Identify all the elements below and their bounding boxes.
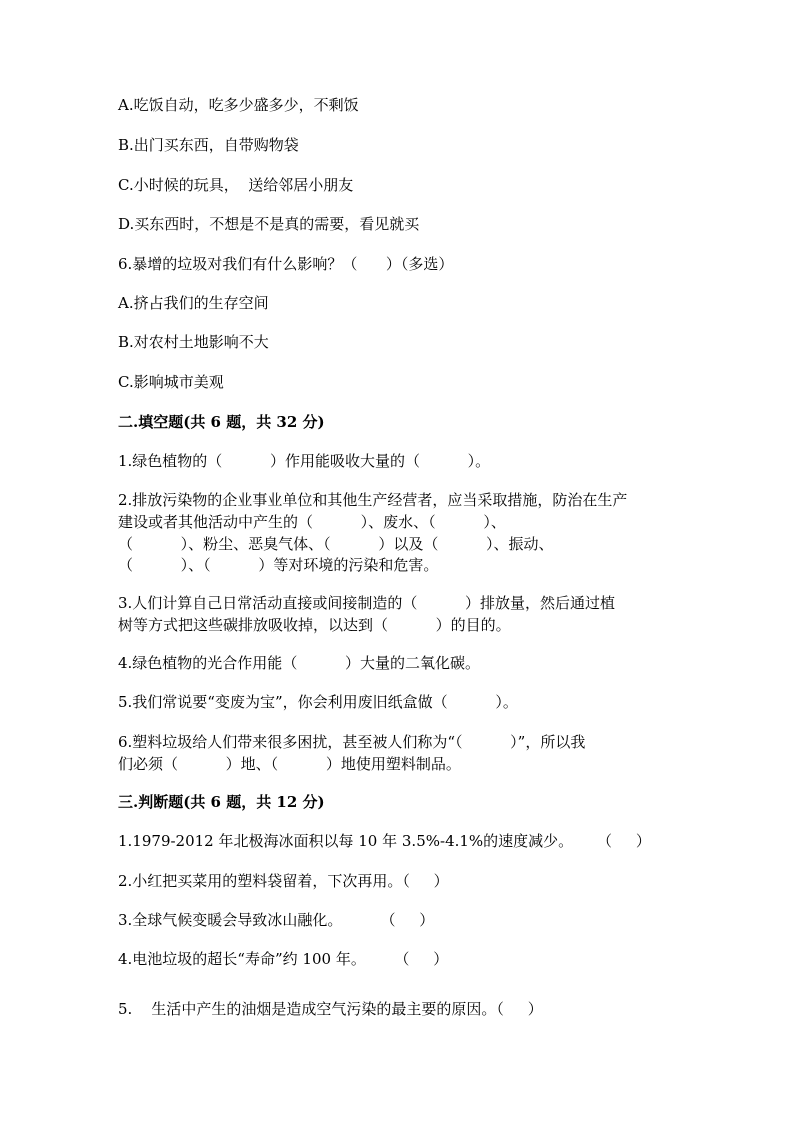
judge-q1: 1.1979-2012 年北极海冰面积以每 10 年 3.5%-4.1%的速度减少。 （ ）: [118, 832, 651, 850]
q5-option-b: B.出门买东西，自带购物袋: [118, 136, 299, 154]
fill-q5: 5.我们常说要“变废为宝”，你会利用废旧纸盒做（ ）。: [118, 693, 518, 711]
fill-q2-line3: （ ）、粉尘、恶臭气体、（ ）以及（ ）、振动、: [118, 535, 554, 553]
fill-q1: 1.绿色植物的（ ）作用能吸收大量的（ ）。: [118, 452, 491, 470]
q6-option-c: C.影响城市美观: [118, 373, 224, 391]
q6-option-a: A.挤占我们的生存空间: [118, 294, 269, 312]
judge-q4: 4.电池垃圾的超长“寿命”约 100 年。 （ ）: [118, 950, 449, 968]
judge-q5: 5. 生活中产生的油烟是造成空气污染的最主要的原因。（ ）: [118, 1000, 543, 1018]
judge-q3: 3.全球气候变暖会导致冰山融化。 （ ）: [118, 911, 435, 929]
fill-q2-line2: 建设或者其他活动中产生的（ ）、废水、（ ）、: [118, 513, 506, 531]
section3-title: 三.判断题(共 6 题，共 12 分): [118, 793, 325, 811]
fill-q6-line1: 6.塑料垃圾给人们带来很多困扰，甚至被人们称为“（ ）”，所以我: [118, 733, 586, 751]
fill-q2-line4: （ ）、（ ）等对环境的污染和危害。: [118, 556, 439, 574]
fill-q6-line2: 们必须（ ）地、（ ）地使用塑料制品。: [118, 755, 461, 773]
section2-title: 二.填空题(共 6 题，共 32 分): [118, 413, 325, 431]
q5-option-c: C.小时候的玩具， 送给邻居小朋友: [118, 176, 354, 194]
fill-q3-line2: 树等方式把这些碳排放吸收掉，以达到（ ）的目的。: [118, 616, 511, 634]
q6-stem: 6.暴增的垃圾对我们有什么影响？（ ）（多选）: [118, 255, 454, 273]
fill-q3-line1: 3.人们计算自己日常活动直接或间接制造的（ ）排放量，然后通过植: [118, 594, 615, 612]
q5-option-d: D.买东西时，不想是不是真的需要，看见就买: [118, 215, 420, 233]
q5-option-a: A.吃饭自动，吃多少盛多少，不剩饭: [118, 96, 359, 114]
fill-q4: 4.绿色植物的光合作用能（ ）大量的二氧化碳。: [118, 654, 480, 672]
q6-option-b: B.对农村土地影响不大: [118, 333, 269, 351]
fill-q2-line1: 2.排放污染物的企业事业单位和其他生产经营者，应当采取措施，防治在生产: [118, 491, 628, 509]
judge-q2: 2.小红把买菜用的塑料袋留着，下次再用。（ ）: [118, 872, 449, 890]
